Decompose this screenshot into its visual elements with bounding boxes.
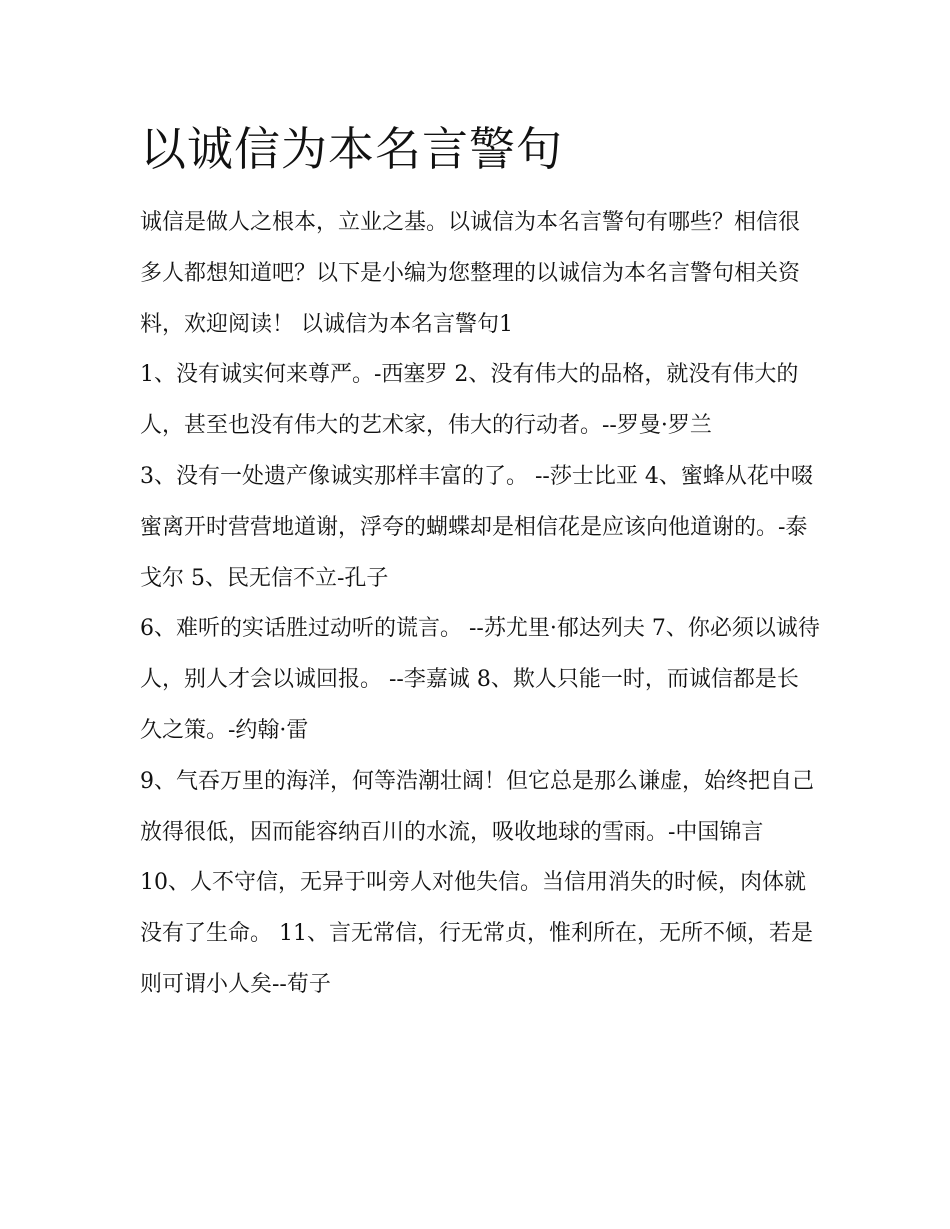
paragraph-intro: 诚信是做人之根本，立业之基。以诚信为本名言警句有哪些？相信很多人都想知道吧？以下是小编为您整理的以诚信为本名言警句相关资料，欢迎阅读！ 以诚信为本名言警句1: [140, 210, 801, 337]
paragraph-quote-9: 9、气吞万里的海洋，何等浩潮壮阔！但它总是那么谦虚，始终把自己放得很低，因而能容纳百川的水流，吸收地球的雪雨。-中国锦言: [140, 768, 814, 845]
document-title: 以诚信为本名言警句: [140, 122, 563, 176]
document-page: [140, 118, 820, 1011]
paragraph-quotes-1-2: 1、没有诚实何来尊严。-西塞罗 2、没有伟大的品格，就没有伟大的人，甚至也没有伟大的艺术家，伟大的行动者。--罗曼·罗兰: [140, 362, 799, 439]
paragraph-quotes-6-8: 6、难听的实话胜过动听的谎言。 --苏尤里·郁达列夫 7、你必须以诚待人，别人才会以诚回报。 --李嘉诚 8、欺人只能一时，而诚信都是长久之策。-约翰·雷: [140, 616, 820, 743]
paragraph-quotes-10-11: 10、人不守信，无异于叫旁人对他失信。当信用消失的时候，肉体就没有了生命。 11、言无常信，行无常贞，惟利所在，无所不倾，若是则可谓小人矣--荀子: [140, 870, 813, 997]
paragraph-quotes-3-5: 3、没有一处遗产像诚实那样丰富的了。 --莎士比亚 4、蜜蜂从花中啜蜜离开时营营地道谢，浮夸的蝴蝶却是相信花是应该向他道谢的。-泰戈尔 5、民无信不立-孔子: [140, 463, 813, 591]
